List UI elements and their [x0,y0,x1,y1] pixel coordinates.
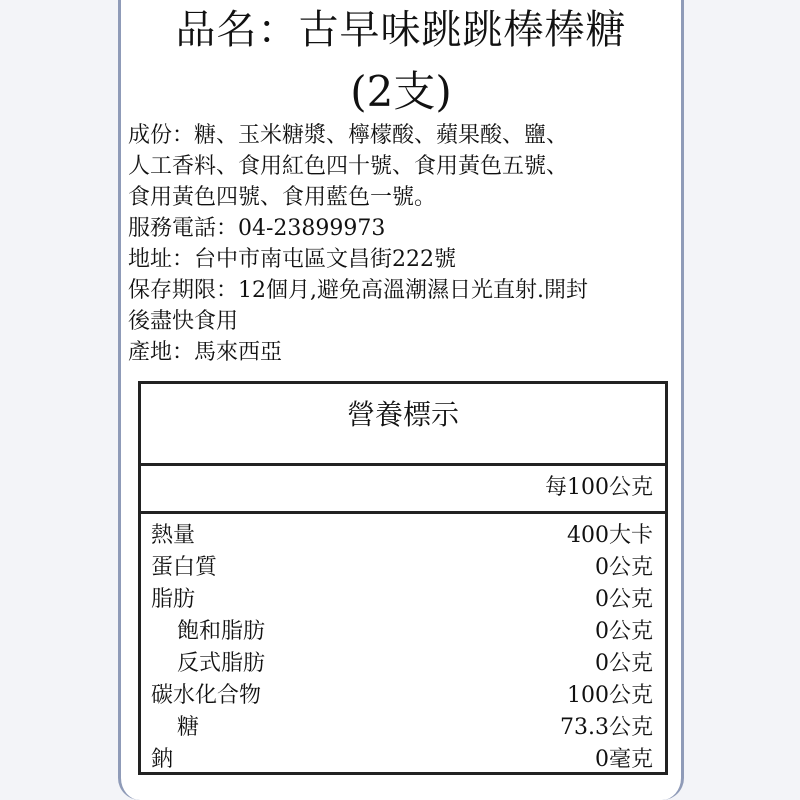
product-name: 品名：古早味跳跳棒棒糖 [175,7,627,53]
nutrient-name: 反式脂肪 [177,651,266,676]
nutrition-row-sugar [141,712,665,744]
nutrient-value: 0公克 [595,651,653,676]
origin: 產地：馬來西亞 [128,340,283,365]
ingredients-line-2: 人工香料、食用紅色四十號、食用黃色五號、 [128,154,569,179]
ingredients-line-3: 食用黃色四號、食用藍色一號。 [128,185,437,210]
ingredients-line-1: 成份：糖、玉米糖漿、檸檬酸、蘋果酸、鹽、 [128,123,569,148]
nutrient-value: 73.3公克 [560,715,653,740]
nutrition-rows [141,520,665,776]
nutrition-row-energy [141,520,665,552]
nutrition-row-sodium [141,744,665,776]
nutrition-facts-table [138,381,668,775]
nutrition-row-saturated-fat [141,616,665,648]
nutrient-name: 飽和脂肪 [177,619,266,644]
nutrient-name: 碳水化合物 [151,683,262,708]
service-phone: 服務電話：04-23899973 [128,216,386,241]
nutrition-title: 營養標示 [141,384,665,466]
nutrient-name: 鈉 [151,747,174,772]
nutrient-name: 脂肪 [151,587,196,612]
nutrient-name: 糖 [177,715,200,740]
nutrition-serving-basis: 每100公克 [141,466,665,514]
nutrient-value: 0公克 [595,587,653,612]
nutrient-value: 400大卡 [567,523,653,548]
nutrient-value: 100公克 [567,683,653,708]
product-quantity: (2支) [350,67,452,116]
nutrient-value: 0毫克 [595,747,653,772]
storage-line-2: 後盡快食用 [128,309,239,334]
address: 地址：台中市南屯區文昌街222號 [128,247,456,272]
storage-line-1: 保存期限：12個月,避免高溫潮濕日光直射.開封 [128,278,588,303]
nutrition-row-trans-fat [141,648,665,680]
product-info [128,120,684,368]
nutrient-value: 0公克 [595,555,653,580]
nutrient-value: 0公克 [595,619,653,644]
nutrition-row-protein [141,552,665,584]
nutrient-name: 蛋白質 [151,555,218,580]
nutrition-row-carbohydrate [141,680,665,712]
nutrient-name: 熱量 [151,523,196,548]
nutrition-row-fat [141,584,665,616]
